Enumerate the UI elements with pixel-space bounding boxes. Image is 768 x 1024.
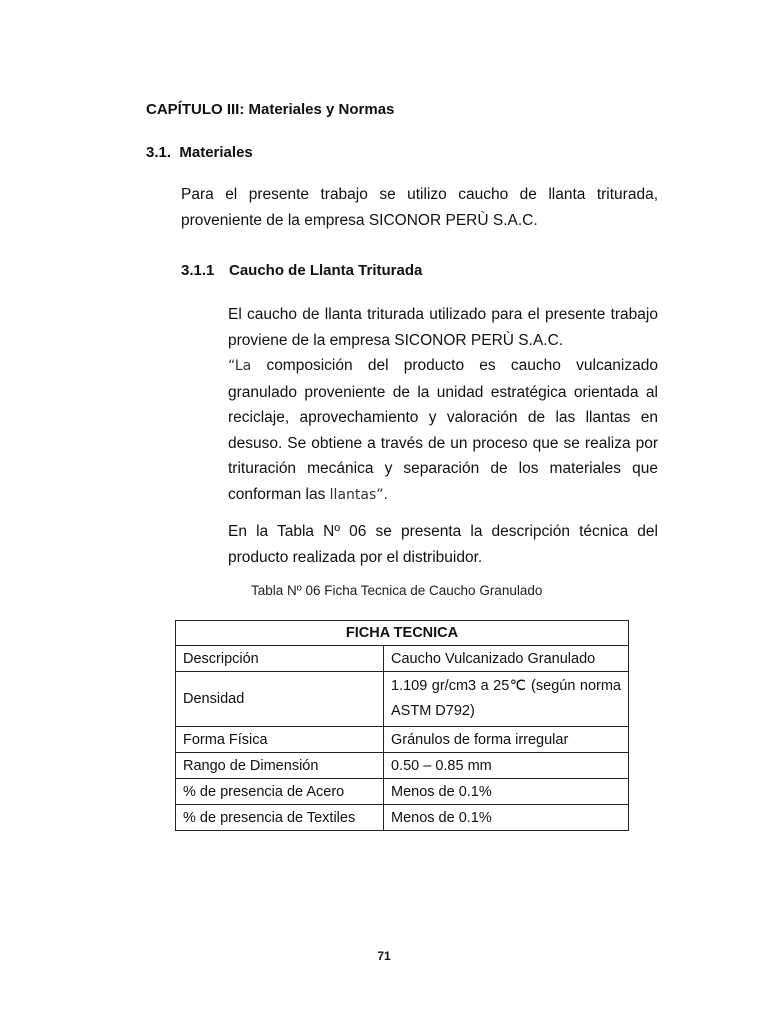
table-row (176, 672, 629, 727)
table-caption: Tabla Nº 06 Ficha Tecnica de Caucho Granulado (251, 583, 543, 598)
row-label: Descripción (176, 646, 384, 672)
row-value: Caucho Vulcanizado Granulado (384, 646, 629, 672)
row-value: Menos de 0.1% (384, 779, 629, 805)
subsection-paragraph: El caucho de llanta triturada utilizado para el presente trabajo proviene de la empresa SICONOR PERÙ S.A.C. (228, 306, 658, 349)
section-number: 3.1. (146, 144, 172, 161)
table-row (176, 727, 629, 753)
row-label: % de presencia de Acero (176, 779, 384, 805)
row-value: Menos de 0.1% (384, 805, 629, 831)
row-value: 1.109 gr/cm3 a 25℃ (según norma ASTM D792) (384, 672, 629, 727)
row-value: Gránulos de forma irregular (384, 727, 629, 753)
subsection-body (228, 302, 658, 508)
subsection-title: Caucho de Llanta Triturada (229, 262, 423, 279)
ficha-tecnica-table (175, 620, 629, 831)
quote-paragraph (228, 353, 658, 508)
table-row (176, 779, 629, 805)
quote-body: composición del producto es caucho vulcanizado granulado proveniente de la unidad estratégica orientada al reciclaje, aprovechamiento y valoración de las llantas en desuso. Se obtiene a través de un proceso que se realiza por trituración mecánica y separación de los materiales que conforman las (228, 357, 658, 503)
quote-open: “La (228, 358, 252, 374)
quote-close: llantas”. (329, 486, 388, 503)
table-header-row (176, 621, 629, 646)
row-label: Forma Física (176, 727, 384, 753)
row-label: Rango de Dimensión (176, 753, 384, 779)
intro-paragraph: Para el presente trabajo se utilizo caucho de llanta triturada, proveniente de la empresa SICONOR PERÙ S.A.C. (181, 186, 658, 229)
table-header: FICHA TECNICA (176, 621, 629, 646)
table-row (176, 646, 629, 672)
table-intro-paragraph: En la Tabla Nº 06 se presenta la descripción técnica del producto realizada por el distribuidor. (228, 523, 658, 566)
section-title: Materiales (179, 144, 253, 161)
table-row (176, 753, 629, 779)
row-value: 0.50 – 0.85 mm (384, 753, 629, 779)
section-heading (146, 144, 253, 161)
page-number: 71 (377, 949, 391, 963)
chapter-title: CAPÍTULO III: Materiales y Normas (146, 101, 395, 118)
row-label: Densidad (176, 672, 384, 727)
subsection-number: 3.1.1 (181, 262, 215, 279)
subsection-heading (181, 262, 422, 279)
table-row (176, 805, 629, 831)
row-label: % de presencia de Textiles (176, 805, 384, 831)
